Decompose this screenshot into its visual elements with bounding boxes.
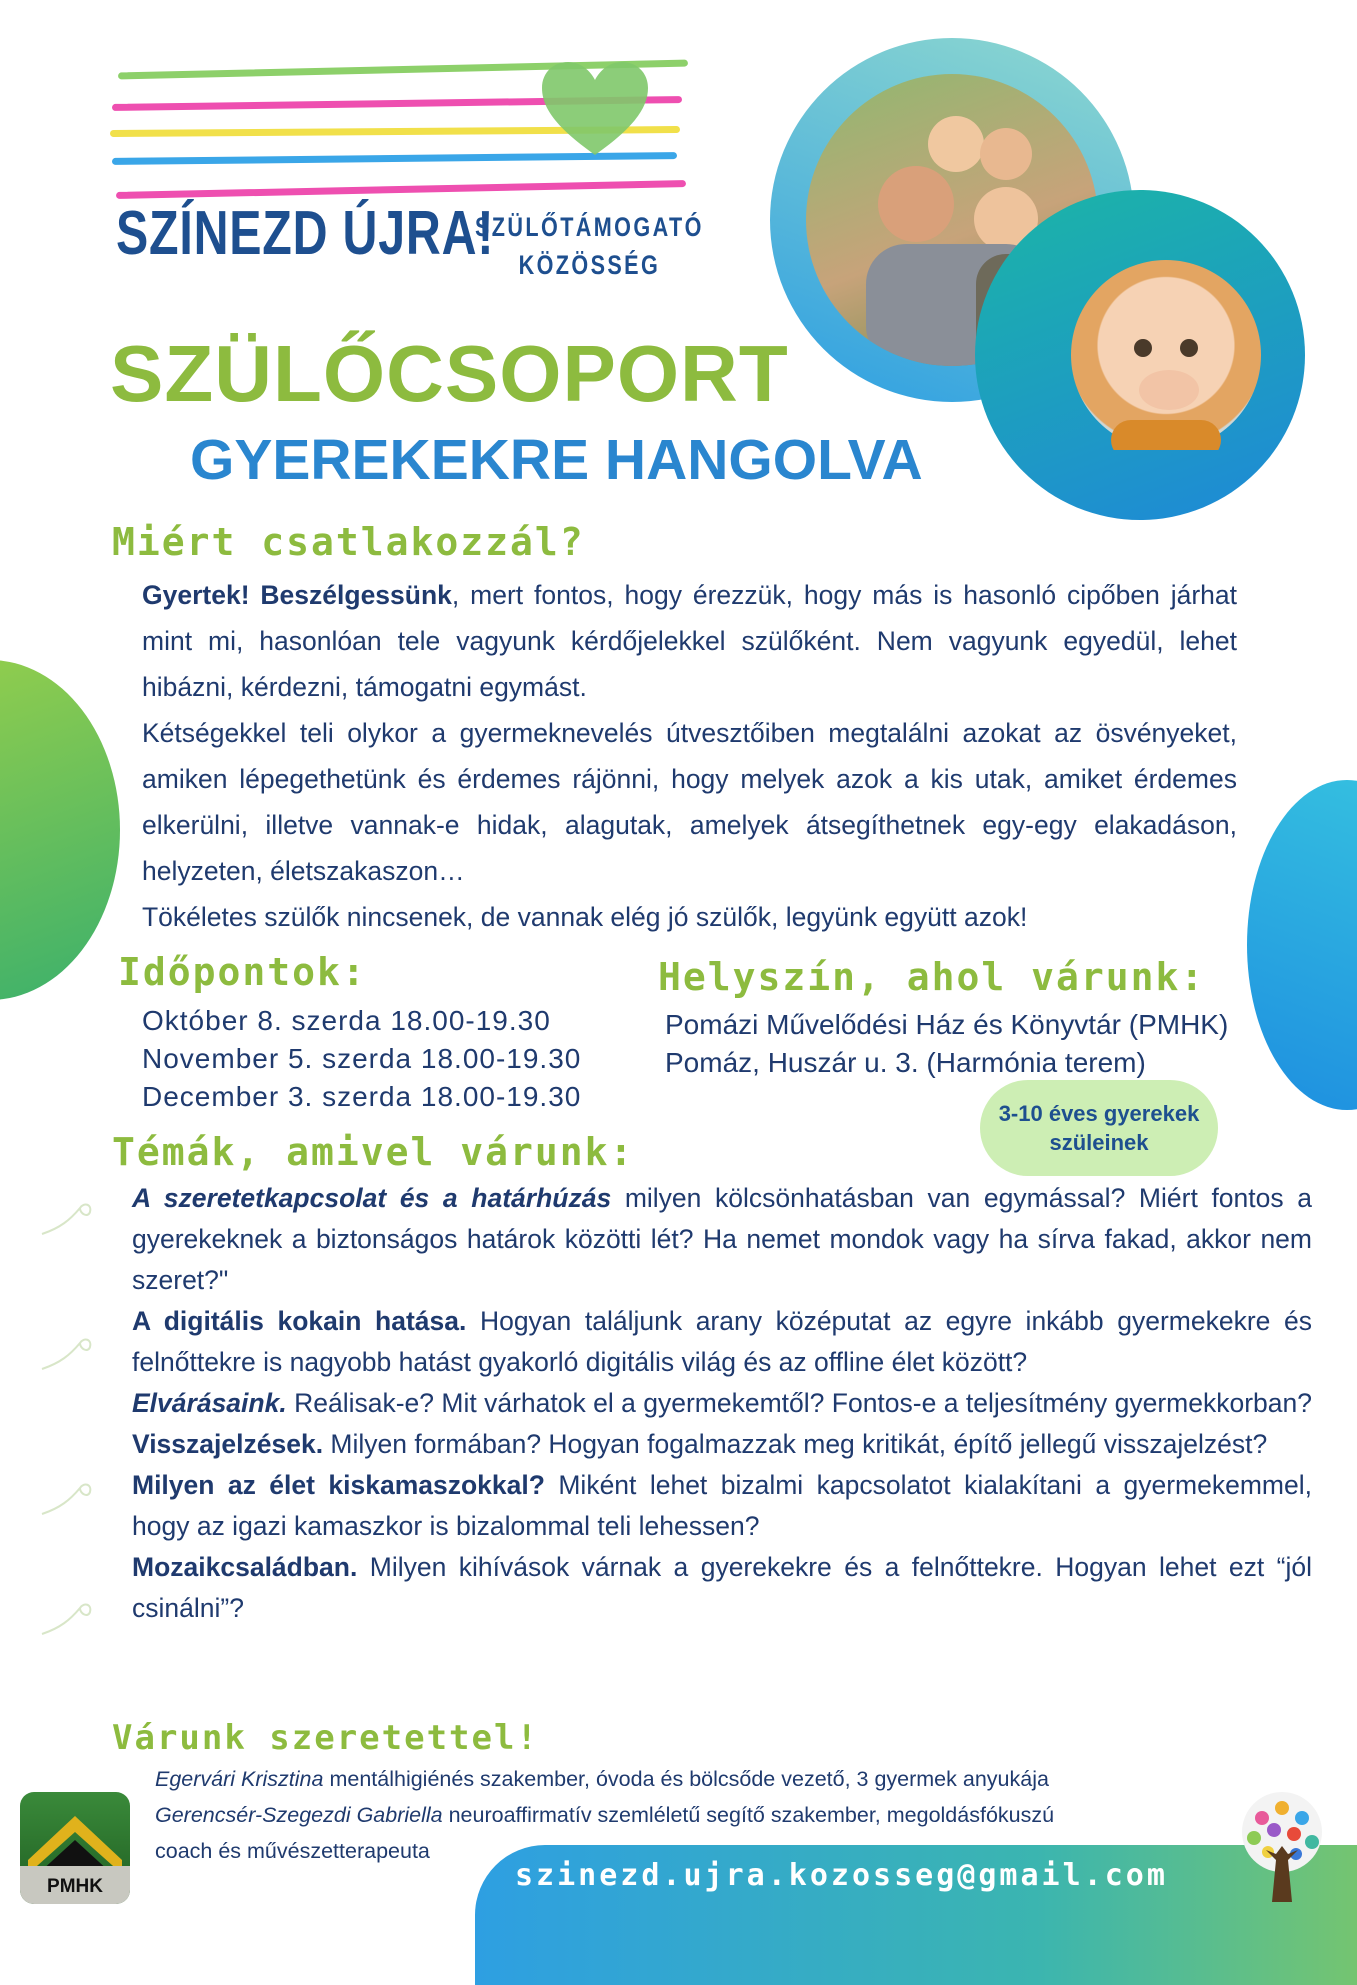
- venue-address: [665, 1006, 1228, 1082]
- date-item: Október 8. szerda 18.00-19.30: [142, 1005, 551, 1036]
- topics-heading: Témák, amivel várunk:: [112, 1130, 635, 1174]
- topic-3-text: Reálisak-e? Mit várhatok el a gyermekemtől? Fontos-e a teljesítmény gyermekkorban?: [286, 1388, 1312, 1418]
- heart-doodle-icon: [40, 1600, 100, 1636]
- topic-4-text: Miként lehet bizalmi kapcsolatot kialakítani a gyermekemmel, hogy az igazi kamaszkor is bizalommal teli lehessen?: [132, 1470, 1312, 1541]
- topic-3-title: Elvárásaink.: [132, 1388, 287, 1418]
- decorative-green-blob: [0, 660, 120, 1000]
- heart-doodle-icon: [40, 1200, 100, 1236]
- page-title: SZÜLŐCSOPORT: [110, 329, 789, 418]
- dates-heading: Időpontok:: [118, 950, 367, 994]
- topic-item: [132, 1301, 1312, 1383]
- child-photo-frame: [975, 190, 1305, 520]
- page-subtitle: GYEREKEKRE HANGOLVA: [190, 428, 923, 492]
- dates-list: [142, 1002, 581, 1116]
- heart-icon: [540, 60, 650, 160]
- age-badge-line1: 3-10 éves gyerekek: [998, 1101, 1200, 1126]
- pmhk-logo: [20, 1792, 130, 1904]
- logo-stripe-pink-2: [116, 180, 686, 199]
- signature-2-line2: coach és művészetterapeuta: [155, 1839, 430, 1863]
- topic-item: [132, 1383, 1312, 1465]
- topic-5-text: Milyen kihívások várnak a gyerekekre és a felnőttekre. Hogyan lehet ezt “jól csinálni”?: [132, 1552, 1312, 1623]
- closing-text: Várunk szeretettel!: [112, 1718, 539, 1758]
- venue-line-2: Pomáz, Huszár u. 3. (Harmónia terem): [665, 1047, 1146, 1078]
- why-p1-bold: Gyertek! Beszélgessünk: [142, 580, 452, 610]
- why-p1-text: , mert fontos, hogy érezzük, hogy más is hasonló cipőben járhat mint mi, hasonlóan tele vagyunk kérdőjelekkel szülőként. Nem vagyunk egyedül, lehet hibázni, kérdezni, támogatni egymást.: [142, 580, 1237, 702]
- heart-doodle-icon: [40, 1335, 100, 1371]
- tree-icon: [1232, 1790, 1332, 1908]
- topic-3b-text: Milyen formában? Hogyan fogalmazzak meg kritikát, építő jellegű visszajelzést?: [323, 1429, 1268, 1459]
- age-badge-line2: szüleinek: [1049, 1130, 1149, 1155]
- logo-subtitle-line1: SZÜLŐTÁMOGATÓ: [475, 212, 704, 242]
- age-badge: [980, 1080, 1218, 1176]
- signature-1-role: mentálhigiénés szakember, óvoda és bölcsőde vezető, 3 gyermek anyukája: [323, 1767, 1049, 1791]
- why-paragraph-2: Kétségekkel teli olykor a gyermeknevelés útvesztőiben megtalálni azokat az ösvényeket, amiken lépegethetünk és érdemes rájönni, hogy melyek azok a kis utak, amiket érdemes elkerülni, illetve vannak-e hidak, alagutak, amelyek átsegíthetnek egy-egy elakadáson, helyzeten, életszakaszon…: [142, 718, 1237, 886]
- venue-heading: Helyszín, ahol várunk:: [658, 955, 1206, 999]
- topic-5-title: Mozaikcsaládban.: [132, 1552, 358, 1582]
- signature-1-name: Egervári Krisztina: [155, 1767, 324, 1791]
- signature-2-name: Gerencsér-Szegezdi Gabriella: [155, 1803, 443, 1827]
- logo-title: SZÍNEZD ÚJRA!: [116, 199, 495, 268]
- decorative-blue-blob: [1247, 780, 1357, 1110]
- topic-1-text: milyen kölcsönhatásban van egymással? Miért fontos a gyerekeknek a biztonságos határok közötti lét? Ha nemet mondok vagy ha sírva fakad, akkor nem szeret?": [132, 1183, 1313, 1295]
- email-link[interactable]: szinezd.ujra.kozosseg@gmail.com: [515, 1858, 1168, 1893]
- why-section: [142, 572, 1237, 940]
- topic-4-title: Milyen az élet kiskamaszokkal?: [132, 1470, 545, 1500]
- heart-doodle-icon: [40, 1480, 100, 1516]
- logo-subtitle: [475, 208, 704, 284]
- topic-3b-title: Visszajelzések.: [132, 1429, 324, 1459]
- venue-line-1: Pomázi Művelődési Ház és Könyvtár (PMHK): [665, 1009, 1229, 1040]
- signature-1: [155, 1761, 1054, 1797]
- pmhk-label: PMHK: [47, 1876, 103, 1897]
- signature-2-role: neuroaffirmatív szemléletű segítő szakember, megoldásfókuszú: [442, 1803, 1055, 1827]
- topic-item: [132, 1178, 1312, 1301]
- logo-subtitle-line2: KÖZÖSSÉG: [518, 250, 661, 280]
- child-photo: [1071, 260, 1261, 450]
- date-item: November 5. szerda 18.00-19.30: [142, 1043, 582, 1074]
- why-heading: Miért csatlakozzál?: [112, 520, 585, 564]
- why-paragraph-3: Tökéletes szülők nincsenek, de vannak elég jó szülők, legyünk együtt azok!: [142, 902, 1028, 932]
- date-item: December 3. szerda 18.00-19.30: [142, 1081, 582, 1112]
- why-paragraph-1: [142, 572, 1237, 710]
- topics-list: [132, 1178, 1312, 1629]
- topic-2-text: Hogyan találjunk arany középutat az egyre inkább gyermekekre és felnőttekre is nagyobb hatást gyakorló digitális világ és az offline élet között?: [132, 1306, 1312, 1377]
- topic-2-title: A digitális kokain hatása.: [132, 1306, 467, 1336]
- topic-item: [132, 1547, 1312, 1629]
- signature-2: [155, 1797, 1054, 1833]
- topic-1-title: A szeretetkapcsolat és a határhúzás: [132, 1183, 612, 1213]
- topic-item: [132, 1465, 1312, 1547]
